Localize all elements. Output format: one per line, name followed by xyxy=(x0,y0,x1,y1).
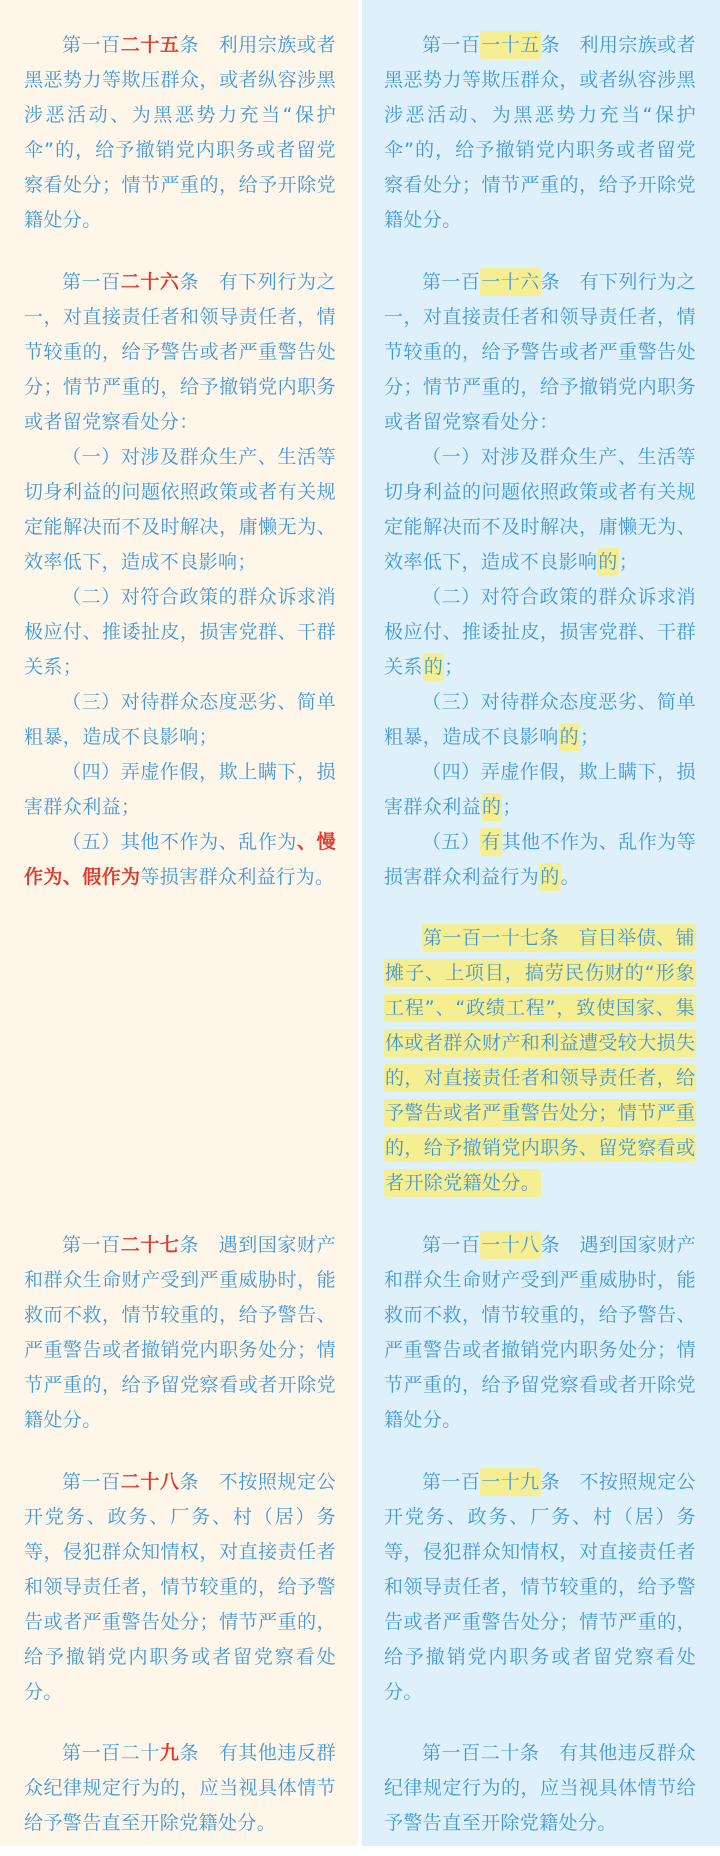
text-run: 条 xyxy=(540,34,561,56)
article-119 xyxy=(360,1465,720,1710)
article-120 xyxy=(360,1736,720,1841)
revised-emphasis-text: 、慢作为、假作为 xyxy=(24,830,336,888)
highlighted-text: 的 xyxy=(559,723,580,751)
text-run: 利用宗族或者黑恶势力等欺压群众，或者纵容涉黑涉恶活动、为黑恶势力充当“保护伞”的，给予撤销党内职务或者留党察看处分；情节严重的，给予开除党籍处分。 xyxy=(384,34,697,231)
text-run: （一）对涉及群众生产、生活等切身利益的问题依照政策或者有关规定能解决而不及时解决，庸懒无为、效率低下，造成不良影响； xyxy=(24,445,336,573)
article-127 xyxy=(0,1228,360,1438)
highlighted-text: 的 xyxy=(423,653,444,681)
text-run: 条 xyxy=(179,1742,200,1765)
article-126 xyxy=(0,265,360,895)
article-116 xyxy=(360,265,720,895)
text-run: 利用宗族或者黑恶势力等欺压群众，或者纵容涉黑涉恶活动、为黑恶势力充当“保护伞”的，给予撤销党内职务或者留党察看处分；情节严重的，给予开除党籍处分。 xyxy=(24,34,336,231)
revised-emphasis-text: 二十七 xyxy=(120,1233,180,1256)
revised-emphasis-text: 二十八 xyxy=(120,1470,180,1493)
text-run: 有其他违反群众纪律规定行为的，应当视具体情节给予警告直至开除党籍处分。 xyxy=(384,1742,697,1835)
text-run: 其他不作为、乱作为等损害群众利益行为 xyxy=(384,830,696,888)
paragraph xyxy=(24,440,336,580)
paragraph xyxy=(24,685,336,755)
highlighted-text: 的 xyxy=(597,548,618,576)
text-run: 有其他违反群众纪律规定行为的，应当视具体情节给予警告直至开除党籍处分。 xyxy=(24,1742,336,1835)
highlighted-text: 一十八 xyxy=(480,1231,540,1259)
highlighted-text: 的 xyxy=(539,863,560,891)
highlighted-text: 一十九 xyxy=(480,1468,540,1496)
paragraph xyxy=(24,1465,336,1710)
paragraph xyxy=(24,28,336,238)
text-run: 遇到国家财产和群众生命财产受到严重威胁时，能救而不救，情节较重的，给予警告、严重警告或者撤销党内职务处分；情节严重的，给予留党察看或者开除党籍处分。 xyxy=(384,1233,697,1431)
text-run: 第一百 xyxy=(422,270,481,293)
revised-emphasis-text: 九 xyxy=(159,1742,180,1765)
paragraph xyxy=(24,755,336,825)
text-run: 等损害群众利益行为。 xyxy=(140,865,335,888)
highlighted-text: 第一百一十七条 盲目举债、铺摊子、上项目，搞劳民伤财的“形象工程”、“政绩工程”，致使国家、集体或者群众财产和利益遭受较大损失的，对直接责任者和领导责任者，给予警告或者严重警告处分；情节严重的，给予撤销党内职务、留党察看或者开除党籍处分。 xyxy=(384,924,696,1197)
article-115 xyxy=(360,28,720,238)
text-run: 条 xyxy=(179,270,200,293)
text-run: （五） xyxy=(422,830,481,853)
highlighted-text: 一十六 xyxy=(480,268,540,296)
text-run: 条 xyxy=(179,1233,200,1256)
text-run: 第一百 xyxy=(62,270,121,293)
text-run: 第一百 xyxy=(62,34,121,56)
text-run: ； xyxy=(444,655,464,678)
text-run: 条 xyxy=(540,270,561,293)
paragraph xyxy=(24,1228,336,1438)
text-run: （一）对涉及群众生产、生活等切身利益的问题依照政策或者有关规定能解决而不及时解决，庸懒无为、效率低下，造成不良影响 xyxy=(384,445,696,573)
text-run: （四）弄虚作假，欺上瞒下，损害群众利益； xyxy=(24,760,336,818)
text-run: 第一百二十 xyxy=(62,1742,160,1765)
paragraph xyxy=(384,755,696,825)
text-run: 条 xyxy=(540,1470,561,1493)
paragraph xyxy=(384,1736,696,1841)
paragraph xyxy=(384,1228,696,1438)
paragraph xyxy=(24,580,336,685)
text-run: 第一百 xyxy=(62,1233,121,1256)
article-125 xyxy=(0,28,360,238)
text-run: 条 xyxy=(179,34,200,56)
paragraph xyxy=(24,1736,336,1841)
article-117 xyxy=(360,921,720,1201)
article-129 xyxy=(0,1736,360,1841)
text-run: 第一百 xyxy=(422,1233,481,1256)
text-run: 条 xyxy=(540,1233,561,1256)
highlighted-text: 的 xyxy=(481,793,502,821)
article-118 xyxy=(360,1228,720,1438)
text-run: （二）对符合政策的群众诉求消极应付、推诿扯皮，损害党群、干群关系； xyxy=(24,585,336,678)
highlighted-text: 一十五 xyxy=(480,31,540,59)
text-run: ； xyxy=(580,725,600,748)
text-run: （五）其他不作为、乱作为 xyxy=(62,830,297,853)
paragraph xyxy=(384,825,696,895)
article-128 xyxy=(0,1465,360,1710)
text-run: （三）对待群众态度恶劣、简单粗暴，造成不良影响 xyxy=(384,690,696,748)
revised-emphasis-text: 二十六 xyxy=(120,270,180,293)
paragraph xyxy=(384,440,696,580)
text-run: 不按照规定公开党务、政务、厂务、村（居）务等，侵犯群众知情权，对直接责任者和领导责任者，情节较重的，给予警告或者严重警告处分；情节严重的，给予撤销党内职务或者留党察看处分。 xyxy=(384,1470,697,1703)
text-run: （三）对待群众态度恶劣、简单粗暴，造成不良影响； xyxy=(24,690,336,748)
paragraph xyxy=(384,1465,696,1710)
paragraph xyxy=(384,265,696,440)
paragraph xyxy=(24,825,336,895)
text-run: 第一百二十条 xyxy=(422,1742,540,1765)
paragraph xyxy=(24,265,336,440)
text-run: （四）弄虚作假，欺上瞒下，损害群众利益 xyxy=(384,760,696,818)
text-run: 不按照规定公开党务、政务、厂务、村（居）务等，侵犯群众知情权，对直接责任者和领导责任者，情节较重的，给予警告或者严重警告处分；情节严重的，给予撤销党内职务或者留党察看处分。 xyxy=(24,1470,336,1703)
text-run: （二）对符合政策的群众诉求消极应付、推诿扯皮，损害党群、干群关系 xyxy=(384,585,696,678)
text-run: 条 xyxy=(179,1470,200,1493)
text-run: 第一百 xyxy=(422,34,481,56)
highlighted-text: 有 xyxy=(480,828,501,856)
paragraph xyxy=(384,685,696,755)
text-run: ； xyxy=(618,550,639,573)
paragraph xyxy=(384,580,696,685)
text-run: 遇到国家财产和群众生命财产受到严重威胁时，能救而不救，情节较重的，给予警告、严重警告或者撤销党内职务处分；情节严重的，给予留党察看或者开除党籍处分。 xyxy=(24,1233,336,1431)
text-run: 有下列行为之一，对直接责任者和领导责任者，情节较重的，给予警告或者严重警告处分；情节严重的，给予撤销党内职务或者留党察看处分： xyxy=(24,270,336,433)
text-run: 有下列行为之一，对直接责任者和领导责任者，情节较重的，给予警告或者严重警告处分；情节严重的，给予撤销党内职务或者留党察看处分： xyxy=(384,270,697,433)
text-run: 第一百 xyxy=(62,1470,121,1493)
paragraph xyxy=(384,921,696,1201)
text-run: 。 xyxy=(560,865,581,888)
text-run: ； xyxy=(502,795,522,818)
paragraph xyxy=(384,28,696,238)
revised-emphasis-text: 二十五 xyxy=(120,34,180,56)
text-run: 第一百 xyxy=(422,1470,481,1493)
